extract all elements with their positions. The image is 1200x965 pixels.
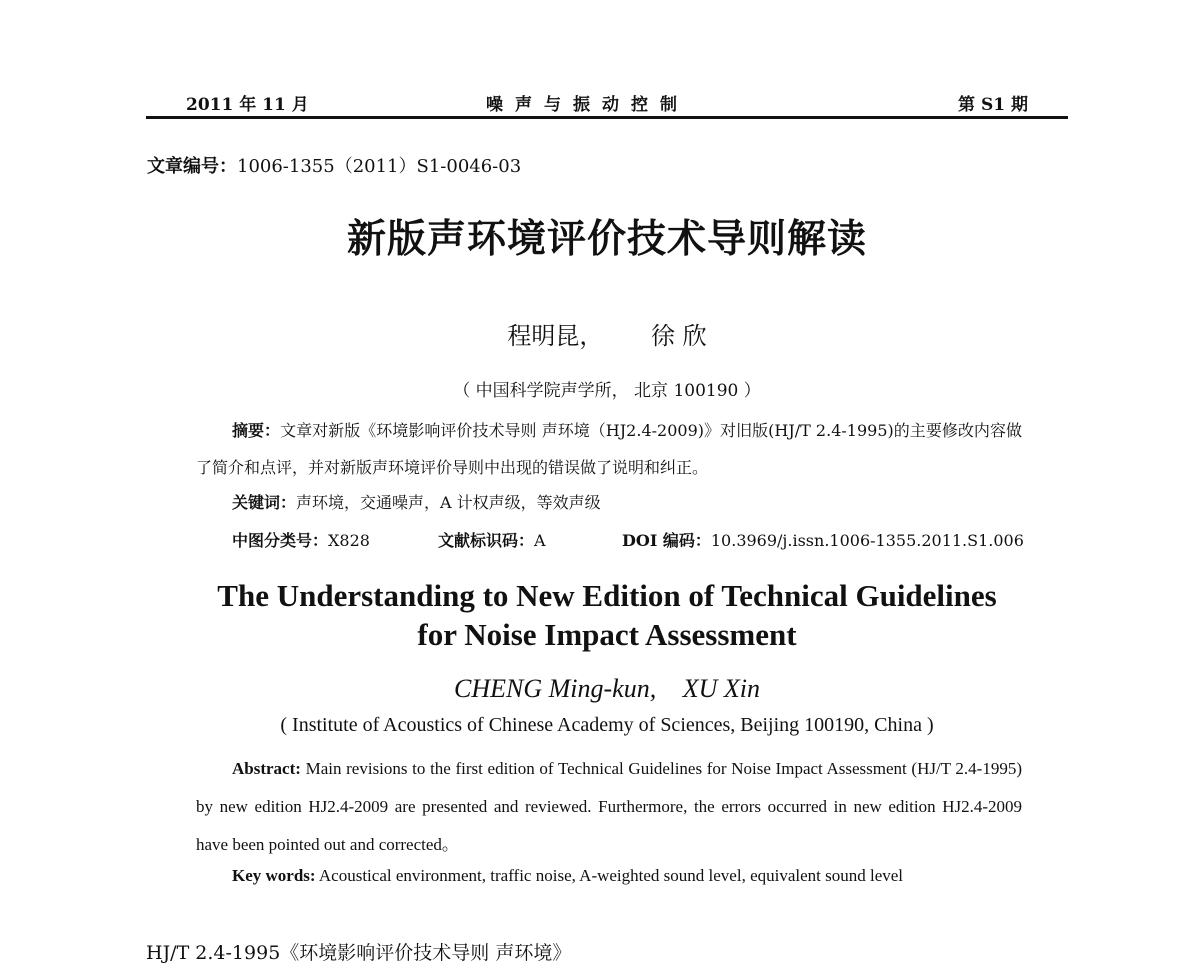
title-en-line-1: The Understanding to New Edition of Technical Guidelines [217,578,997,613]
doi-value: 10.3969/j.issn.1006-1355.2011.S1.006 [710,531,1024,550]
affiliation-chinese: （ 中国科学院声学所， 北京 100190 ） [453,381,761,401]
author-en-2: XU Xin [682,674,760,703]
abstract-chinese [196,412,1022,486]
doi-label: DOI 编码： [622,531,711,550]
doc-code-value: A [534,531,546,550]
body-text-cutoff: HJ/T 2.4-1995《环境影响评价技术导则 声环境》 [146,942,572,964]
author-en-1: CHENG Ming-kun, [454,674,657,703]
clc-number [232,528,370,551]
abstract-en-text: Main revisions to the first edition of Technical Guidelines for Noise Impact Assessment (HJ/T 2.4-1995) by new edition HJ2.4-2009 are presented and reviewed. Furthermore, the errors occurred in new edition HJ2.4-2009 have been pointed out and corrected。 [196,759,1023,854]
keywords-en-text: Acoustical environment, traffic noise, A-weighted sound level, equivalent sound level [318,866,904,885]
article-number [147,152,521,178]
keywords-cn-label: 关键词： [232,493,297,512]
author-cn-1: 程明昆， [507,322,604,350]
header-date: 2011 年 11 月 [186,95,309,115]
header-journal-name: 噪声与振动控制 [486,95,689,115]
keywords-english [232,866,903,886]
header-issue: 第 S1 期 [958,95,1028,115]
clc-value: X828 [328,531,370,550]
abstract-cn-label: 摘要： [232,421,281,440]
clc-label: 中图分类号： [232,531,329,550]
article-number-label: 文章编号： [147,156,237,177]
title-chinese: 新版声环境评价技术导则解读 [346,217,867,262]
document-code [438,528,546,551]
keywords-chinese [232,490,601,513]
abstract-english [196,750,1022,864]
author-cn-2: 徐 欣 [651,322,707,350]
keywords-en-label: Key words: [232,866,316,885]
authors-english [0,674,1200,704]
authors-chinese [0,316,1200,351]
keywords-cn-text: 声环境，交通噪声，A 计权声级，等效声级 [296,493,601,512]
title-en-line-2: for Noise Impact Assessment [417,617,797,652]
affiliation-english: ( Institute of Acoustics of Chinese Academy of Sciences, Beijing 100190, China ) [280,714,934,736]
title-english [0,576,1200,654]
running-header [146,88,1068,119]
doc-code-label: 文献标识码： [438,531,535,550]
article-number-value: 1006-1355（2011）S1-0046-03 [237,156,522,177]
abstract-cn-text: 文章对新版《环境影响评价技术导则 声环境（HJ2.4-2009)》对旧版(HJ/T 2.4-1995)的主要修改内容做了简介和点评，并对新版声环境评价导则中出现的错误做了说明和纠正。 [196,421,1022,477]
doi [622,528,1024,551]
abstract-en-label: Abstract: [232,759,301,778]
